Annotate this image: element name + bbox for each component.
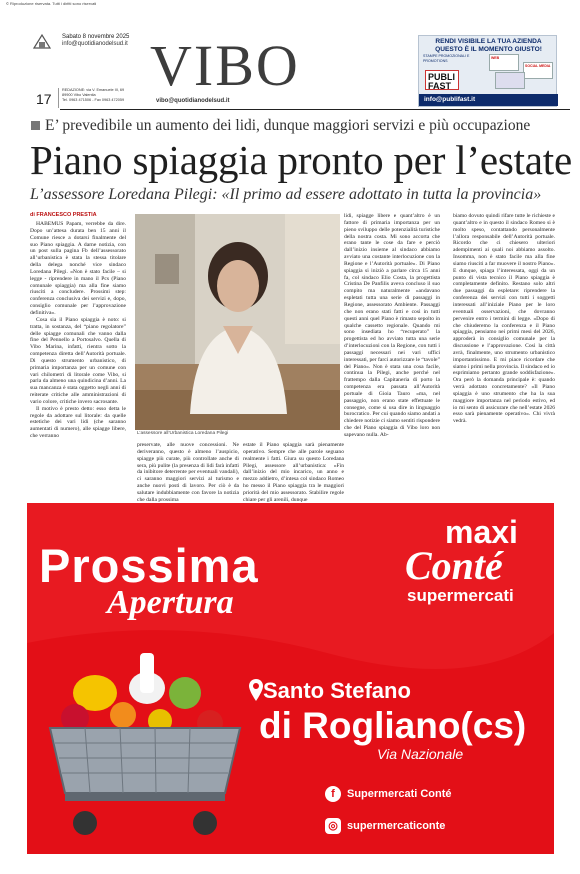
- location-pin-icon: [249, 679, 263, 701]
- publifast-ad-title: RENDI VISIBILE LA TUA AZIENDA QUESTO È IL MOMENTO GIUSTO!: [435, 38, 542, 53]
- ad-headline-apertura: Apertura: [107, 584, 234, 621]
- ad-location-street: Via Nazionale: [377, 746, 464, 762]
- divider: [58, 88, 59, 108]
- newsroom-address: [62, 88, 140, 103]
- publifast-ad-subtitle: STAMPE PROMOZIONALI E PROMOTIONS: [423, 54, 470, 63]
- ad-headline-prossima: Prossima: [39, 539, 259, 592]
- article-headline: Piano spiaggia pronto per l’estate: [30, 137, 572, 183]
- kicker-square-icon: [31, 121, 40, 130]
- publifast-thumbnails: [489, 54, 555, 90]
- newspaper-logo-icon: [33, 33, 51, 49]
- page-number: 17: [36, 91, 52, 107]
- issue-email[interactable]: info@quotidianodelsud.it: [62, 41, 128, 47]
- article-paragraph: estate il Piano spiaggia sarà pienamente operativo. Sempre che alle parole seguano realmente i fatti. Giura su questo Loredana Pilegi, assessore all’urbanistica: «Fin dall’inizio del mio incarico, un anno e mezzo addietro, d’intesa col sindaco Romeo ho messo il Piano spiaggia tra le maggiori priorità del mio assessorato. Stabilire regole chiare per gli arenili, dunque: [243, 442, 344, 503]
- ad-location-town: di Rogliano(cs): [259, 705, 527, 746]
- article-paragraph: biamo dovuto quindi rifare tutte le richieste e quant’altro e in questo il sindaco Romeo si è molto speso, contattando personalmente l’allora responsabile dell’Autorità portuale. Ricordo che ci chiesero ulteriori adempimenti ai quali noi abbiamo assolto. Insomma, non è stato facile ma alla fine siamo riusciti a far muovere il nostro Piano». E dunque, spiaga l’interessata, oggi da un punto di vista tecnico il Piano spiaggia è completamente definito. Restano solo altri due passaggi da espletare: riprendere la conferenza dei servizi con tutti i soggetti interessati all’iniziale Piano per le loro eventuali osservazioni, che dovranno pervenire entro i termini di legge. «Dopo di che chiuderemo la conferenza e il Piano spiaggia, pensiamo nei primi mesi del 2026, approderà in consiglio comunale per la discussione e l’approvazione. Così la città avrà, finalmente, uno strumento urbanistico importantissimo. E mi piace ricordare che siamo i primi nella provincia. Il sindaco ed io esprimiamo pertanto grande soddisfazione». Ora però la domanda principale è: quando verrà adottato concretamente? «Il Piano spiaggia è uno strumento che ha la sua maggiore importanza nel periodo estivo, ed io mi sento di assicurare che nell’estate 2026 esso sarà pienamente operativo». Chi vivrà vedrà.: [453, 213, 555, 425]
- photo-portrait: [135, 214, 340, 430]
- article-byline: di FRANCESCO PRESTIA: [30, 212, 97, 218]
- shopping-cart-illustration: [35, 633, 255, 848]
- broccoli-icon: [169, 677, 201, 709]
- brand-maxi: maxi: [445, 514, 518, 550]
- instagram-icon[interactable]: ◎: [325, 818, 341, 834]
- photo-caption: L’assessore all’Urbanistica Loredana Pilegi: [137, 431, 229, 436]
- copyright-notice: © Riproduzione riservata. Tutti i diritti sono riservati: [6, 1, 97, 6]
- article-paragraph: preservate, alle nuove concessioni. Ne deriveranno, questo è almeno l’auspicio, spiagge più curate, più controllate anche di sera, più pulite (la presenza di lidi farà infatti da inibitore deterrente per eventuali vandali), ci saranno maggiori servizi al turismo e anche nuovi posti di lavoro. Per ciò è da salutare indubbiamente con favore la notizia che dalla prossima: [137, 442, 239, 503]
- article-column-1: [30, 221, 126, 488]
- article-kicker: E’ prevedibile un aumento dei lidi, dunque maggiori servizi e più occupazione: [45, 117, 531, 134]
- ad-location-city: Santo Stefano: [263, 678, 411, 703]
- address-line: REDAZIONE: via V. Emanuele III, 69: [62, 88, 125, 92]
- section-title: VIBO: [150, 33, 300, 98]
- article-paragraph: lidi, spiagge libere e quant’altro è un fattore di primaria importanza per un pieno sviluppo delle potenzialità turistiche della nostra costa. Mi sono accorta che erano tante le cose da fare e perciò dall’inizio insieme al sindaco abbiamo avviato una costante interlocuzione con la Regione e l’Autorità portuale». Di Piano spiaggia si iniziò a parlare circa 15 anni fa, col sindaco Elio Costa, la progettista Cristina De Panfilis aveva concluso il suo compito ma naturalmente «andavano espletati tutta una serie di passaggi in Regione, assessorato Ambiente. Passaggi che non erano stati fatti e così in tutti questi anni quel Piano è rimasto sepolto in qualche cassetto regionale. Quando mi sono insediata ho “recuperato” la progettista ed ho avviato tutta una serie d’interlocuzioni con la Regione, con tutti i passaggi necessari nei vari uffici interessati, per farci autorizzare le “tavole” del Piano». Non è stata una cosa facile, continua la Pilegi, anche perché nel frattempo dalla Capitaneria di porto la competenza era passata all’Autorità portuale di Gioia Tauro «ma, nel passaggio, non erano state effettuate le consegne, come si usa dire in linguaggio burocratico. Per cui quando siamo andati a chiedere notizie ci siamo sentiti rispondere che del Piano spiaggia di Vibo loro non sapevano nulla. Ab-: [344, 213, 440, 438]
- section-email[interactable]: vibo@quotidianodelsud.it: [156, 98, 230, 104]
- article-column-5: [453, 213, 555, 488]
- instagram-handle[interactable]: supermercaticonte: [347, 820, 446, 832]
- address-line: Tel. 0963 471506 - Fax 0963 472059: [62, 98, 125, 102]
- publifast-email[interactable]: info@publifast.it: [424, 96, 476, 103]
- article-column-3: [243, 442, 344, 503]
- publifast-ad[interactable]: [418, 35, 557, 107]
- supermarket-ad[interactable]: [27, 503, 554, 854]
- article-paragraph: HABEMUS Papam, verrebbe da dire. Dopo un’attesa durata ben 15 anni il Comune riesce a dotarsi finalmente del suo Piano spiaggia. A darne notizia, con un post sulla pagina Fb dell’assessorato all’urbanistica è stata la stessa titolare della delega nonché vice sindaco Loredana Pilegi. «Non è stato facile – si legge - riprendere in mano il Pcs (Piano comunale spiaggia) ma alla fine siamo riusciti a concludere. Prossimi step: conferenza conclusiva dei servizi e, dopo, consiglio comunale per l’approvazione definitiva».: [30, 221, 126, 316]
- article-column-2: [137, 442, 239, 503]
- brand-conte: Conté: [405, 543, 503, 588]
- article-standfirst: L’assessore Loredana Pilegi: «Il primo ad essere adottato in tutta la provincia»: [30, 186, 542, 203]
- facebook-handle[interactable]: Supermercati Conté: [347, 788, 452, 800]
- masthead-divider: [60, 109, 570, 110]
- thumb-social: SOCIAL MEDIA: [523, 62, 553, 79]
- article-paragraph: Cosa sia il Piano spiaggia è noto: si tratta, in sostanza, del “piano regolatore” delle spiagge comunali che vanno dalla fine del Pennello a Portosalvo. Quella di Vibo Marina, infatti, rientra sotto la competenza diretta dell’Autorità portuale. Di questo strumento urbanistico, di primaria importanza per un comune con vari chilometri di litorale come Vibo, si parla da almeno una quindicina d’anni. La sua mancanza è stata oggetto negli anni di reiterate critiche alle amministrazioni di vario colore, critiche invero sacrosante.: [30, 316, 126, 405]
- thumb-print: [495, 72, 525, 89]
- facebook-icon[interactable]: f: [325, 786, 341, 802]
- article-paragraph: Il motivo è presto detto: esso detta le regole da adottare sul litorale: da quelle estetiche dei vari lidi (che saranno aumentati di numero), alle spiagge libere, che verranno: [30, 405, 126, 440]
- brand-supermercati: supermercati: [407, 586, 514, 605]
- issue-date: Sabato 8 novembre 2025: [62, 34, 130, 40]
- thumb-web: WEB: [489, 54, 519, 71]
- publifast-email-bar: [419, 94, 558, 106]
- maxi-conte-logo: [345, 515, 535, 605]
- article-column-4: [344, 213, 440, 488]
- address-line: 89900 Vibo Valentia: [62, 93, 96, 97]
- publifast-logo: [425, 70, 459, 90]
- publifast-logo-text: PUBLI FAST: [428, 72, 455, 91]
- article-photo: [135, 214, 340, 430]
